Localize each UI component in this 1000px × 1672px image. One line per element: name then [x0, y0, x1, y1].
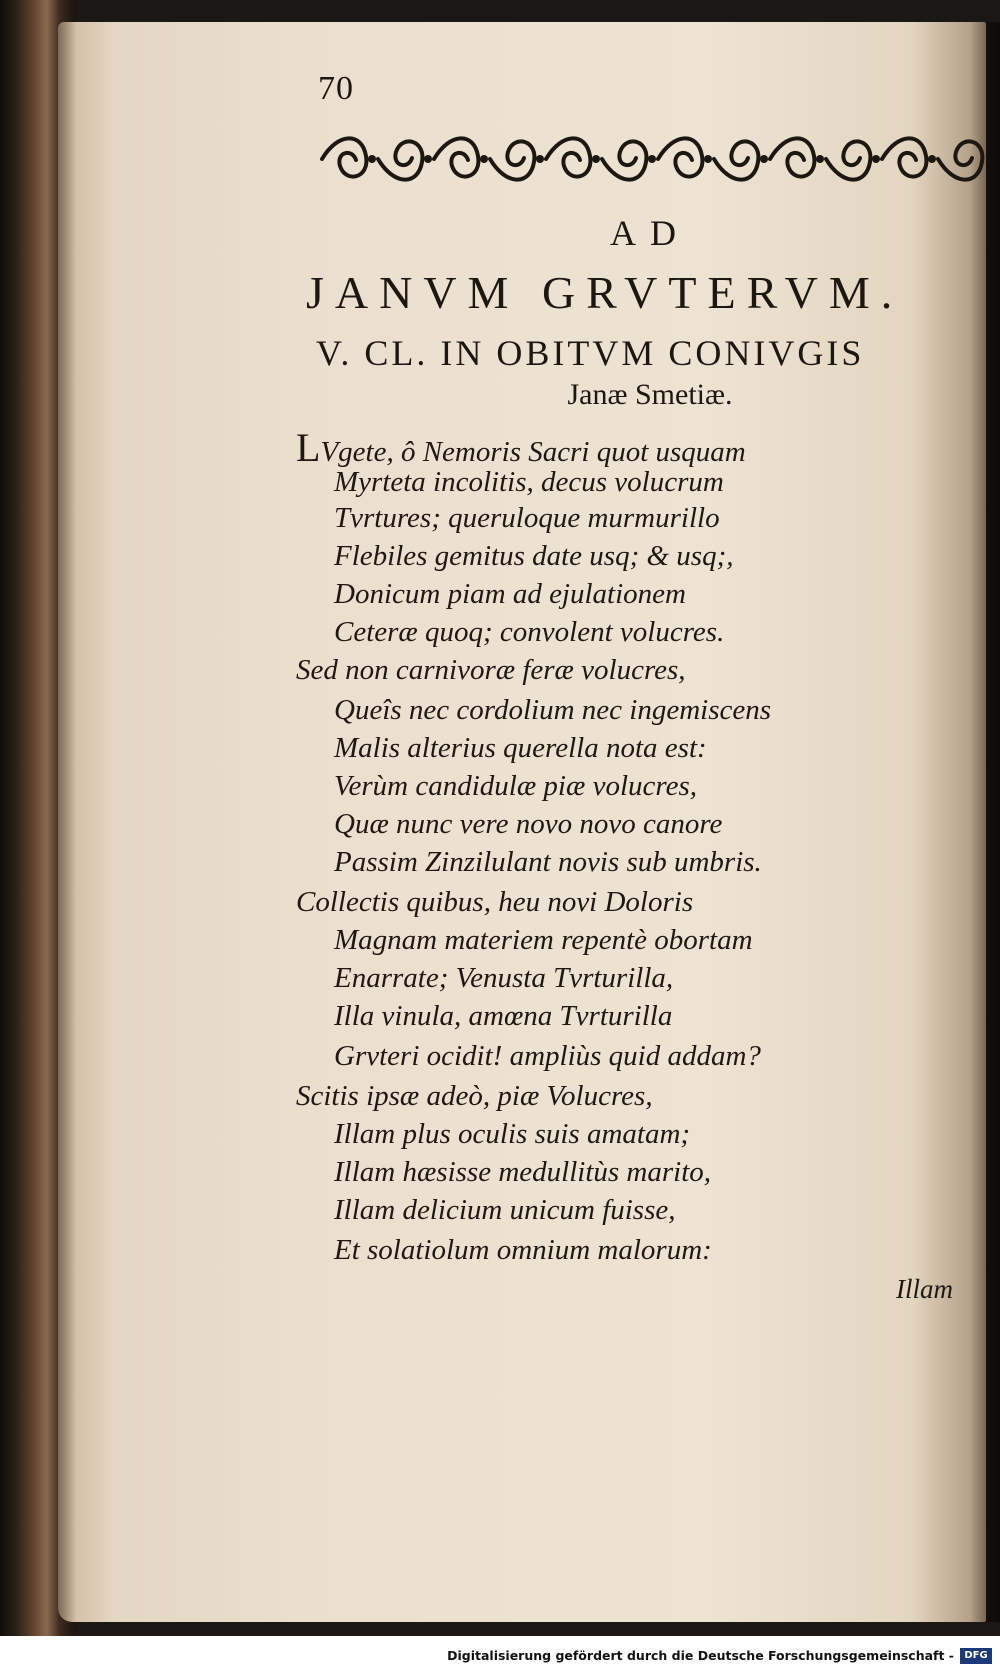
verse-line: Scitis ipsæ adeò, piæ Volucres,: [296, 1080, 653, 1112]
verse-line: Illa vinula, amœna Tvrturilla: [334, 1000, 673, 1032]
dfg-logo-icon: DFG: [960, 1648, 992, 1664]
verse-line: LVgete, ô Nemoris Sacri quot usquam: [296, 425, 746, 470]
verse-line: Sed non carnivoræ feræ volucres,: [296, 654, 686, 686]
verse-line: Magnam materiem repentè obortam: [334, 924, 753, 956]
page-number: 70: [318, 70, 354, 107]
decorative-ornament-band: [318, 128, 990, 190]
heading-line-1: AD: [610, 213, 690, 253]
verse-line: Malis alterius querella nota est:: [334, 732, 707, 764]
heading-line-2: JANVM GRVTERVM.: [306, 267, 904, 318]
digitization-footer: [0, 1640, 1000, 1672]
verse-line: Illam delicium unicum fuisse,: [334, 1194, 676, 1226]
verse-line: Illam plus oculis suis amatam;: [334, 1118, 691, 1150]
drop-cap: L: [296, 425, 321, 470]
verse-line: Grvteri ocidit! ampliùs quid addam?: [334, 1040, 761, 1072]
verse-line: Illam hæsisse medullitùs marito,: [334, 1156, 712, 1188]
verse-line: Enarrate; Venusta Tvrturilla,: [334, 962, 674, 994]
footer-credit-text: Digitalisierung gefördert durch die Deutsche Forschungsgemeinschaft -: [447, 1648, 954, 1663]
verse-line: Queîs nec cordolium nec ingemiscens: [334, 694, 772, 726]
page-right-shadow: [970, 22, 1000, 1622]
verse-line: Collectis quibus, heu novi Doloris: [296, 886, 694, 918]
verse-line: Flebiles gemitus date usq; & usq;,: [334, 540, 734, 572]
page-gutter-shadow: [58, 22, 76, 1622]
heading-line-4: Janæ Smetiæ.: [567, 378, 733, 411]
catchword: Illam: [896, 1274, 953, 1304]
verse-line: Myrteta incolitis, decus volucrum: [334, 466, 724, 498]
verse-line: Et solatiolum omnium malorum:: [334, 1234, 712, 1266]
verse-line: Quæ nunc vere novo novo canore: [334, 808, 723, 840]
verse-line: Verùm candidulæ piæ volucres,: [334, 770, 697, 802]
heading-line-3: V. CL. IN OBITVM CONIVGIS: [316, 333, 865, 373]
verse-line: Ceteræ quoq; convolent volucres.: [334, 616, 725, 648]
verse-line: Tvrtures; queruloque murmurillo: [334, 502, 720, 534]
verse-line: Passim Zinzilulant novis sub umbris.: [334, 846, 762, 878]
verse-line: Donicum piam ad ejulationem: [334, 578, 686, 610]
